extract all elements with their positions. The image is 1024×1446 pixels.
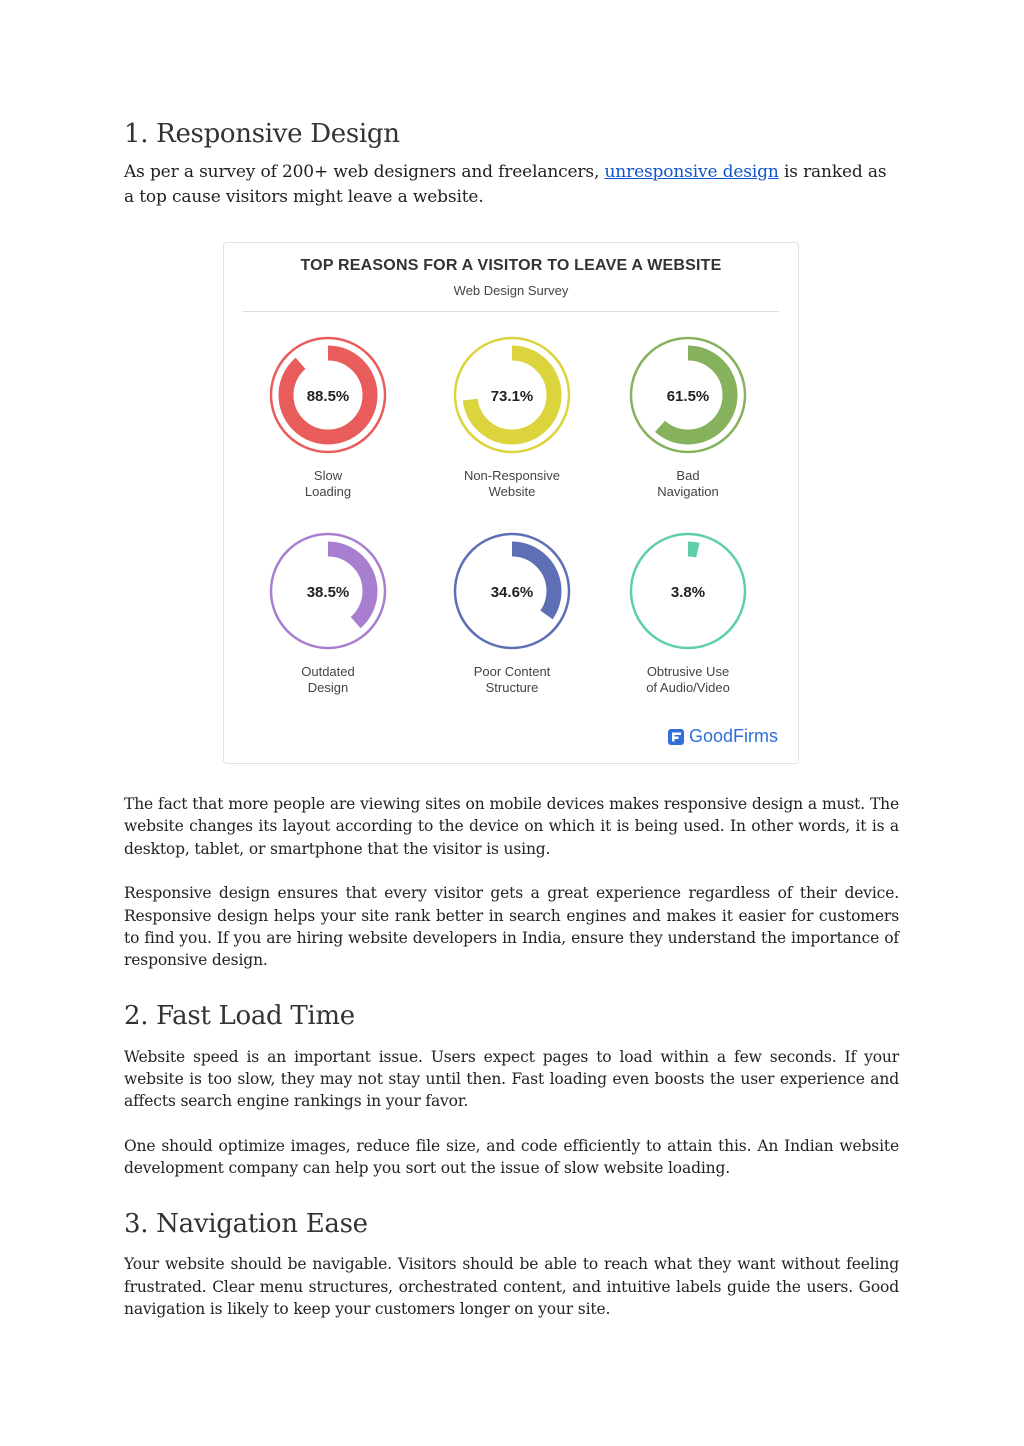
donut-non-responsive-website [455,338,569,499]
goodfirms-icon [668,729,684,745]
unresponsive-design-link[interactable]: unresponsive design [604,161,779,182]
responsive-paragraph-1: The fact that more people are viewing sites on mobile devices makes responsive design a must. The website changes its layout according to the device on which it is being used. In other words, it is a desktop, tablet, or smartphone that the visitor is using. [124,795,899,858]
article-body [124,118,899,210]
donut-value-label: 38.5% [306,584,350,601]
donut-outdated-design [271,534,385,695]
load-time-paragraph-1: Website speed is an important issue. Users expect pages to load within a few seconds. If your website is too slow, they may not stay until then. Fast loading even boosts the user experience and affects search engine rankings in your favor. [124,1047,899,1111]
donut-value-label: 34.6% [490,584,534,601]
donut-slow-loading [271,338,385,499]
intro-paragraph [124,160,899,210]
section-heading-navigation-ease: 3. Navigation Ease [124,1208,368,1239]
donut-category-label: Slow [313,468,343,483]
donut-category-label: Website [488,484,536,499]
donut-value-label: 3.8% [670,584,706,601]
section-heading-responsive-design: 1. Responsive Design [124,119,400,149]
donut-category-label: of Audio/Video [646,680,730,695]
donut-category-label: Structure [485,680,539,695]
donut-category-label: Navigation [657,484,719,499]
donut-category-label: Design [307,680,349,695]
donut-category-label: Bad [676,468,700,483]
donut-poor-content-structure [455,534,569,695]
goodfirms-logo [668,726,778,747]
article-continued [124,793,899,1321]
brand-name: GoodFirms [688,726,778,746]
donut-category-label: Outdated [301,664,355,679]
navigation-paragraph-1: Your website should be navigable. Visitors should be able to reach what they want without feeling frustrated. Clear menu structures, orchestrated content, and intuitive labels guide the users. Good navigation is likely to keep your customers longer on your site. [124,1255,899,1319]
donut-category-label: Obtrusive Use [646,664,730,679]
responsive-paragraph-2: Responsive design ensures that every visitor gets a great experience regardless of their device. Responsive design helps your site rank better in search engines and makes it easier for customers to find you. If you are hiring website developers in India, ensure they understand the importance of responsive design. [124,884,899,970]
donut-chart-grid [224,243,798,763]
donut-value-label: 88.5% [306,388,350,405]
section-heading-fast-load-time: 2. Fast Load Time [124,1000,355,1031]
chart-subtitle: Web Design Survey [453,283,569,298]
donut-obtrusive-use-of-audio-video [631,534,745,695]
chart-title: TOP REASONS FOR A VISITOR TO LEAVE A WEBSITE [300,257,722,274]
intro-text: As per a survey of 200+ web designers and freelancers, [124,161,600,182]
donut-category-label: Non-Responsive [463,468,561,483]
donut-value-label: 73.1% [490,388,534,405]
donut-value-label: 61.5% [666,388,710,405]
donut-category-label: Poor Content [473,664,551,679]
donut-category-label: Loading [304,484,352,499]
donut-bad-navigation [631,338,745,499]
survey-figure [223,242,799,764]
load-time-paragraph-2: One should optimize images, reduce file size, and code efficiently to attain this. An Indian website development company can help you sort out the issue of slow website loading. [124,1136,899,1178]
intro-text-after: is ranked as a top cause visitors might leave a website. [124,161,887,207]
